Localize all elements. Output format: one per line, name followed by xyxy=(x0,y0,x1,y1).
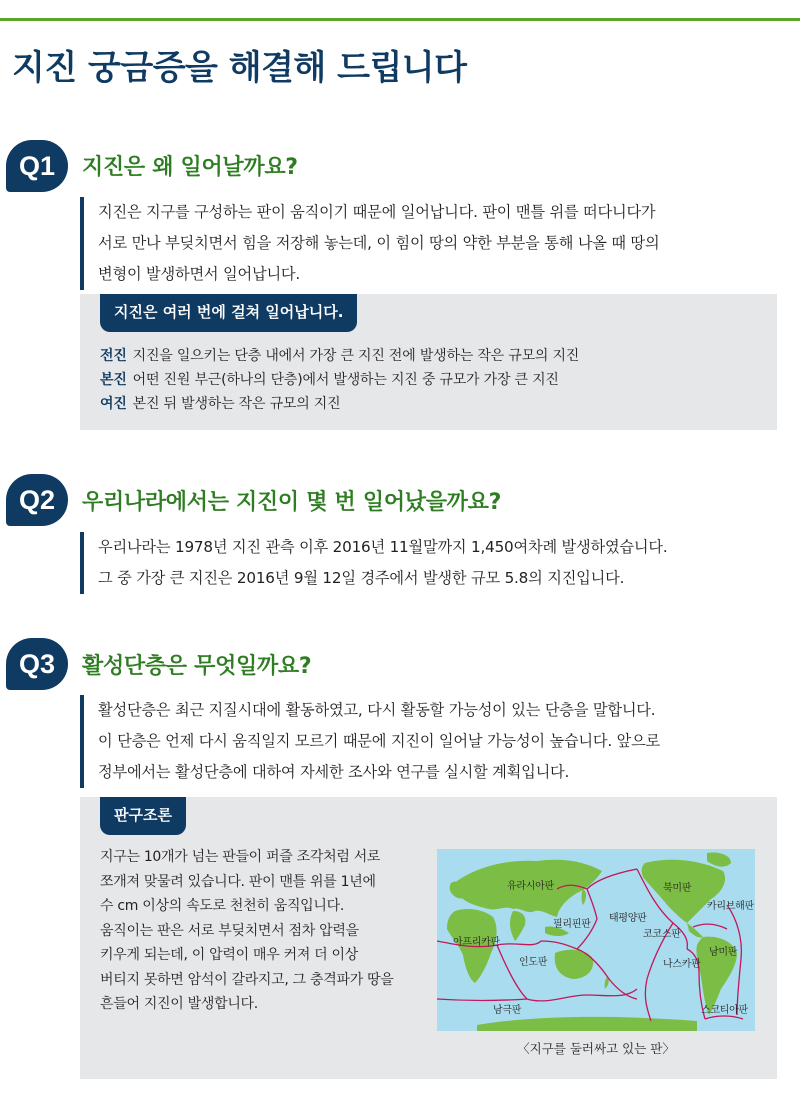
term-label: 본진 xyxy=(100,372,127,388)
q2-answer-line: 우리나라는 1978년 지진 관측 이후 2016년 11월말까지 1,450여차례 발생하였습니다. xyxy=(98,538,668,556)
map-caption: 〈지구를 둘러싸고 있는 판〉 xyxy=(517,1041,675,1056)
label-cocos-plate: 코코스판 xyxy=(643,929,681,940)
q3-answer-line: 정부에서는 활성단층에 대하여 자세한 조사와 연구를 실시할 계획입니다. xyxy=(98,763,570,781)
q1-answer xyxy=(80,197,780,290)
antarctica-landmass xyxy=(477,1017,697,1031)
japan-landmass xyxy=(582,889,587,905)
plate-text-line: 움직이는 판은 서로 부딪치면서 점차 압력을 xyxy=(100,922,359,939)
label-nazca-plate: 나스카판 xyxy=(663,959,701,970)
term-label: 여진 xyxy=(100,396,127,412)
plate-text-line: 버티지 못하면 암석이 갈라지고, 그 충격파가 땅을 xyxy=(100,971,394,988)
term-label: 전진 xyxy=(100,348,127,364)
plate-text-line: 쪼개져 맞물려 있습니다. 판이 맨틀 위를 1년에 xyxy=(100,873,376,890)
q1-question: 지진은 왜 일어날까요? xyxy=(82,155,298,180)
q3-question: 활성단층은 무엇일까요? xyxy=(82,654,312,679)
q1-answer-line: 변형이 발생하면서 일어납니다. xyxy=(98,265,301,283)
label-caribbean-plate: 카리브해판 xyxy=(707,901,754,912)
q1-answer-line: 지진은 지구를 구성하는 판이 움직이기 때문에 일어납니다. 판이 맨틀 위를 떠다니다가 xyxy=(98,203,656,221)
boundary-line xyxy=(705,1016,743,1019)
label-scotia-plate: 스코티아판 xyxy=(701,1005,748,1016)
india-landmass xyxy=(510,911,525,941)
label-indian-plate: 인도판 xyxy=(519,957,548,968)
earthquake-types-box xyxy=(80,294,777,430)
plate-text-line: 흔들어 지진이 발생합니다. xyxy=(100,996,258,1012)
page-title: 지진 궁금증을 해결해 드립니다 xyxy=(12,48,467,88)
q1-badge: Q1 xyxy=(6,140,68,192)
plate-tectonics-box xyxy=(80,797,777,1079)
q2-answer-line: 그 중 가장 큰 지진은 2016년 9월 12일 경주에서 발생한 규모 5.8의 지진입니다. xyxy=(98,569,625,587)
plate-text-line: 지구는 10개가 넘는 판들이 퍼즐 조각처럼 서로 xyxy=(100,849,381,865)
term-mainshock xyxy=(100,369,559,389)
earthquake-types-title: 지진은 여러 번에 걸쳐 일어납니다. xyxy=(100,294,357,332)
q2-badge: Q2 xyxy=(6,474,68,526)
q2-answer xyxy=(80,532,780,594)
term-aftershock xyxy=(100,393,340,413)
label-african-plate: 아프리카판 xyxy=(453,937,500,948)
term-description: 본진 뒤 발생하는 작은 규모의 지진 xyxy=(132,396,341,412)
q3-badge: Q3 xyxy=(6,638,68,690)
label-pacific-plate: 태평양판 xyxy=(609,913,647,924)
plate-text-line: 키우게 되는데, 이 압력이 매우 커져 더 이상 xyxy=(100,947,359,963)
plate-tectonics-title: 판구조론 xyxy=(100,797,186,835)
greenland-landmass xyxy=(707,852,731,866)
label-antarctic-plate: 남극판 xyxy=(493,1005,522,1016)
label-philippine-plate: 필리핀판 xyxy=(553,919,591,930)
plate-text-line: 수 cm 이상의 속도로 천천히 움직입니다. xyxy=(100,898,344,914)
term-description: 지진을 일으키는 단층 내에서 가장 큰 지진 전에 발생하는 작은 규모의 지진 xyxy=(132,348,580,364)
q3-answer-line: 활성단층은 최근 지질시대에 활동하였고, 다시 활동할 가능성이 있는 단층을 말합니다. xyxy=(98,701,656,719)
q3-answer-line: 이 단층은 언제 다시 움직일지 모르기 때문에 지진이 일어날 가능성이 높습니다. 앞으로 xyxy=(98,732,661,750)
label-eurasian-plate: 유라시아판 xyxy=(507,881,554,892)
q1-answer-line: 서로 만나 부딪치면서 힘을 저장해 놓는데, 이 힘이 땅의 약한 부분을 통해 나올 때 땅의 xyxy=(98,234,660,252)
q3-answer xyxy=(80,695,780,788)
label-south-american-plate: 남미판 xyxy=(709,947,738,958)
plate-tectonics-text xyxy=(100,845,394,1017)
top-rule xyxy=(0,18,800,21)
plate-map xyxy=(437,849,755,1031)
term-foreshock xyxy=(100,345,579,365)
boundary-line xyxy=(693,924,727,929)
q2-question: 우리나라에서는 지진이 몇 번 일어났을까요? xyxy=(82,490,502,515)
label-north-american-plate: 북미판 xyxy=(663,883,692,894)
term-description: 어떤 진원 부근(하나의 단층)에서 발생하는 지진 중 규모가 가장 큰 지진 xyxy=(132,372,559,388)
